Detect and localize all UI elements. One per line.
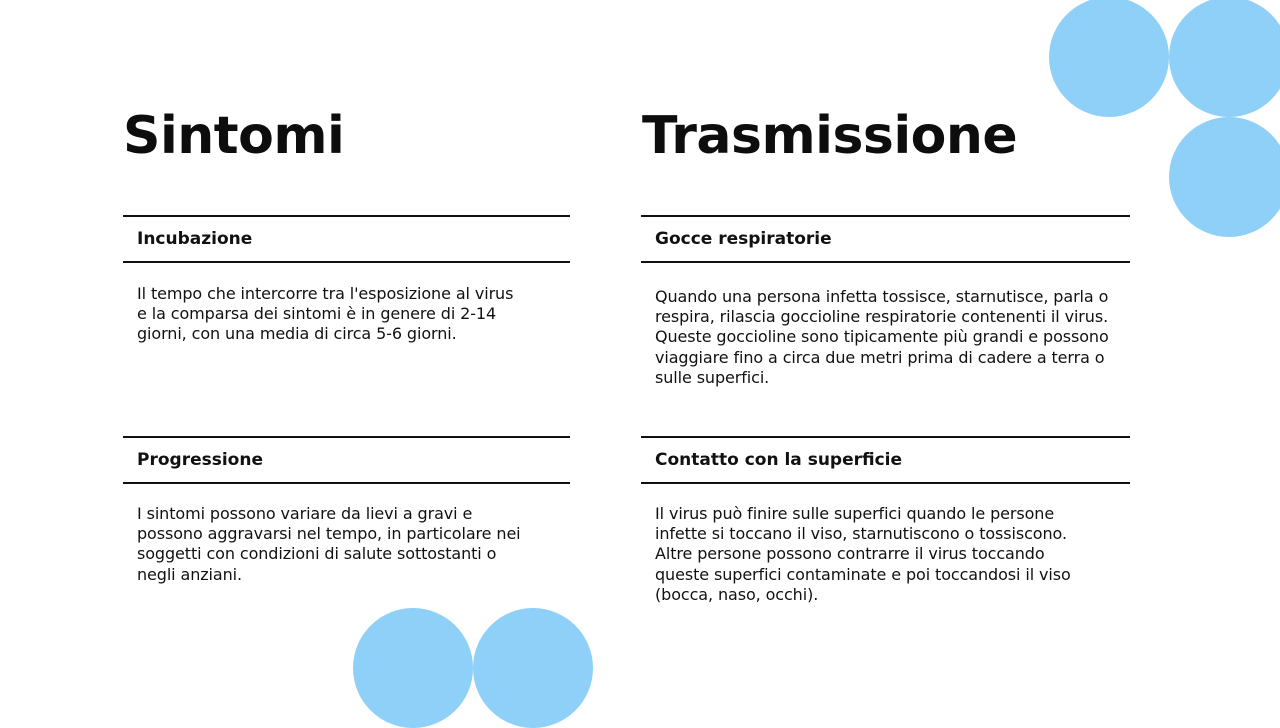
card-heading: Incubazione <box>123 215 570 263</box>
decorative-circle <box>473 608 593 728</box>
card-heading: Gocce respiratorie <box>641 215 1130 263</box>
decorative-circle <box>1169 117 1280 237</box>
decorative-circle <box>353 608 473 728</box>
card-text: Quando una persona infetta tossisce, starnutisce, parla o respira, rilascia goccioline respiratorie contenenti il virus. Queste goccioline sono tipicamente più grandi e possono viaggiare fino a circa due metri prima di cadere a terra o sulle superfici. <box>655 287 1109 387</box>
decorative-circle <box>1049 0 1169 117</box>
section-title-trasmissione: Trasmissione <box>642 106 1018 166</box>
card-incubazione <box>123 215 570 345</box>
card-progressione <box>123 436 570 585</box>
card-text: I sintomi possono variare da lievi a gravi e possono aggravarsi nel tempo, in particolare nei soggetti con condizioni di salute sottostanti o negli anziani. <box>137 504 521 584</box>
decorative-circle <box>1169 0 1280 117</box>
card-contatto-superficie <box>641 436 1130 605</box>
card-heading: Progressione <box>123 436 570 484</box>
card-text: Il tempo che intercorre tra l'esposizione al virus e la comparsa dei sintomi è in genere di 2-14 giorni, con una media di circa 5-6 giorni. <box>137 284 514 344</box>
card-gocce-respiratorie <box>641 215 1130 388</box>
card-heading: Contatto con la superficie <box>641 436 1130 484</box>
card-text: Il virus può finire sulle superfici quando le persone infette si toccano il viso, starnutiscono o tossiscono. Altre persone possono contrarre il virus toccando queste superfici contaminate e poi toccandosi il viso (bocca, naso, occhi). <box>655 504 1071 604</box>
section-title-sintomi: Sintomi <box>123 106 345 166</box>
